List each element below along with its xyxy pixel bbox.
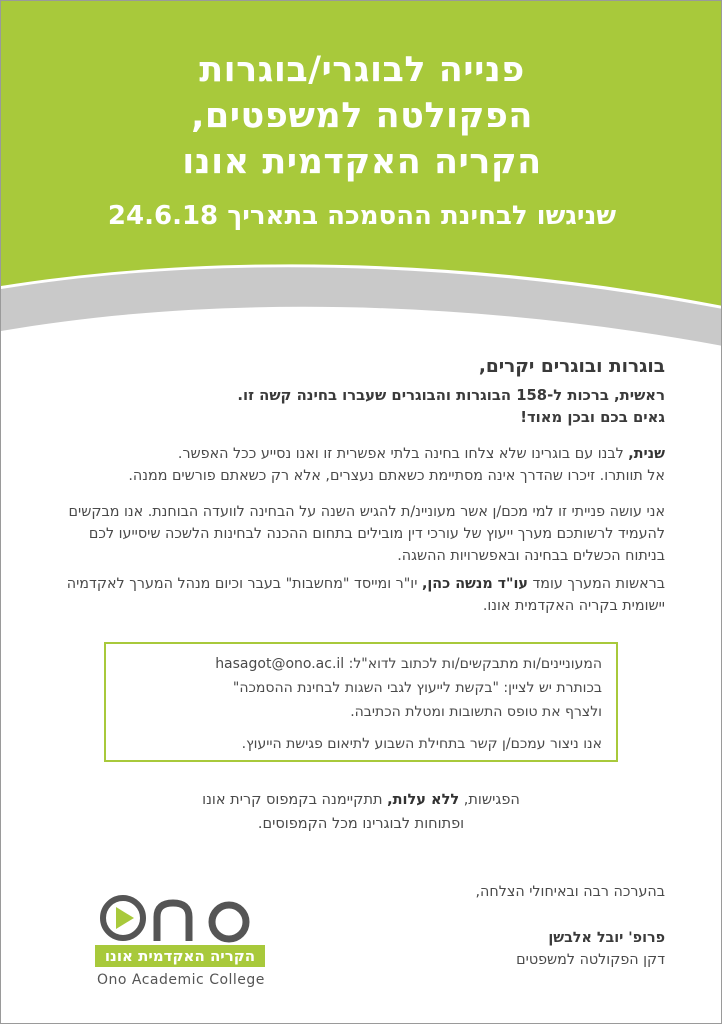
closing-line: בהערכה רבה ובאיחולי הצלחה, xyxy=(475,884,665,900)
dean-role: דקן הפקולטה למשפטים xyxy=(516,952,665,968)
exam-date-line: שניגשו לבחינת ההסמכה בתאריך 24.6.18 xyxy=(107,201,617,231)
email-link[interactable]: hasagot@ono.ac.il xyxy=(215,656,345,672)
contact-line-1 xyxy=(120,652,602,676)
header xyxy=(1,47,722,233)
title-line-1: פנייה לבוגרי/בוגרות xyxy=(199,50,525,90)
ono-logo xyxy=(95,889,267,999)
second-text: לבנו עם בוגרינו שלא צלחו בחינה בלתי אפשרית זו ואנו נסייע ככל האפשר. xyxy=(177,446,629,462)
contact-line-2: בכותרת יש לציין: "בקשת לייעוץ לגבי השגות לבחינת ההסמכה" xyxy=(232,680,602,696)
meetings-note xyxy=(111,788,611,836)
logo-english-name: Ono Academic College xyxy=(97,972,265,988)
proud-line: גאים בכם ובכן מאוד! xyxy=(520,409,665,426)
dean-name: פרופ' יובל אלבשן xyxy=(548,930,665,946)
contact-line-4: אנו ניצור עמכם/ן קשר בתחילת השבוע לתיאום פגישת הייעוץ. xyxy=(241,736,602,752)
meetings-line-1 xyxy=(111,788,611,812)
meetings-rest: תתקיימנה בקמפוס קרית אונו xyxy=(202,792,388,808)
fourth-paragraph xyxy=(50,573,665,617)
greeting: בוגרות ובוגרים יקרים, xyxy=(478,356,665,377)
fourth-text-start: בראשות המערך עומד xyxy=(527,576,665,592)
congrats-line: ראשית, ברכות ל-158 הבוגרות והבוגרים שעברו בחינה קשה זו. xyxy=(237,387,665,404)
meetings-start: הפגישות, xyxy=(459,792,520,808)
second-paragraph xyxy=(50,443,665,487)
third-paragraph: אני עושה פנייתי זו למי מכם/ן אשר מעוניינ/ת להגיש השנה על הבחינה לוועדה הבוחנת. אנו מבקשים להעמיד לרשותכם מערך ייעוץ של עורכי דין מובילים בתחום ההכנה לבחינות הלשכה שיסייעו לכם בניתוח הכשלים בבחינה ובאפשרויות ההשגה. xyxy=(68,504,665,564)
second-keyword: שנית, xyxy=(628,446,665,462)
title-line-3: הקריה האקדמית אונו xyxy=(182,142,542,182)
logo-hebrew-bar: הקריה האקדמית אונו xyxy=(95,945,265,967)
contact-box xyxy=(104,642,618,762)
signature-block xyxy=(345,881,665,971)
contact-instruction: המעוניינים/ות מתבקשים/ות לכתוב לדוא"ל: xyxy=(348,656,602,672)
letter-body xyxy=(50,353,665,617)
ono-wordmark-icon xyxy=(99,889,267,945)
title-line-2: הפקולטה למשפטים, xyxy=(191,96,533,136)
meetings-line-2: ופתוחות לבוגרינו מכל הקמפוסים. xyxy=(257,816,465,832)
advisor-name: עו"ד מנשה כהן, xyxy=(421,576,528,592)
second-text-line2: אל תוותרו. זיכרו שהדרך אינה מסתיימת כשאתם נעצרים, אלא רק כשאתם פורשים ממנה. xyxy=(128,468,665,484)
fourth-text-rest: יו"ר ומייסד "מחשבות" בעבר וכיום מנהל המערך לאקדמיה יישומית בקריה האקדמית אונו. xyxy=(66,576,665,614)
free-of-charge: ללא עלות, xyxy=(387,792,460,808)
contact-line-3: ולצרף את טופס התשובות ומטלת הכתיבה. xyxy=(350,704,602,720)
